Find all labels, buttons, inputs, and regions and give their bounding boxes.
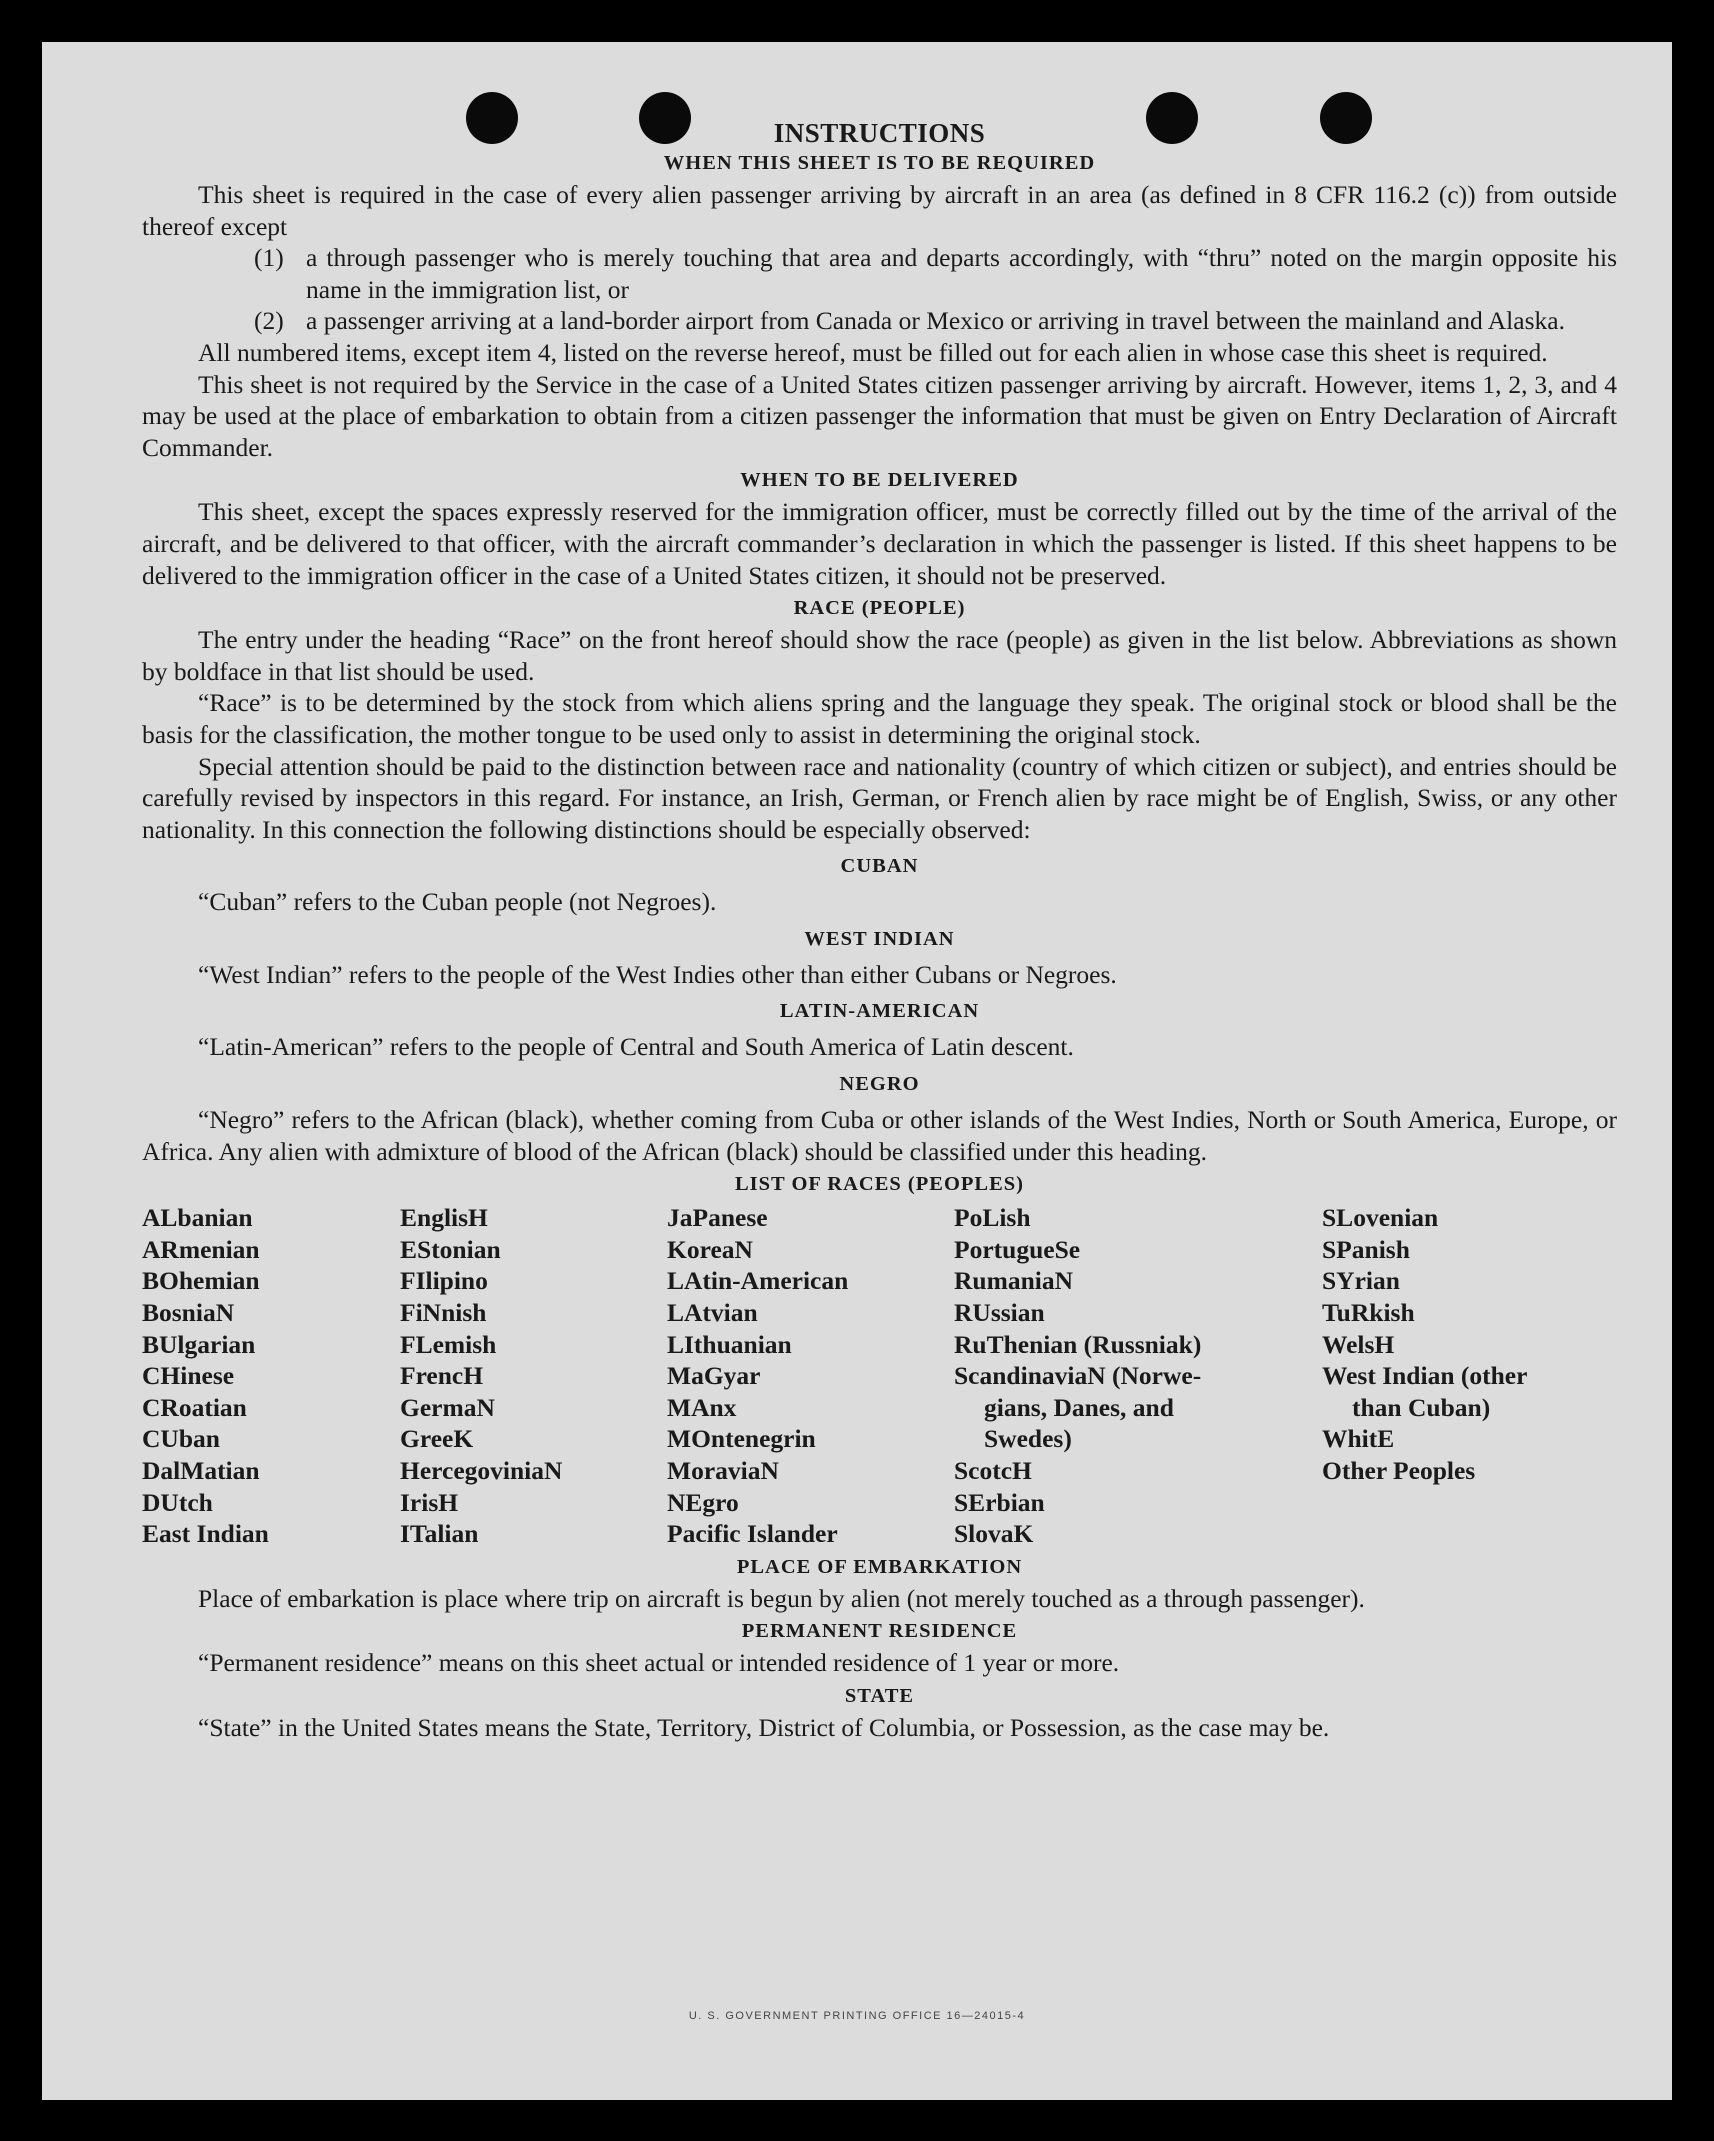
race-item: MoraviaN <box>667 1456 779 1485</box>
paragraph: This sheet, except the spaces expressly reserved for the immigration officer, must be correctly filled out by the time of the arrival of the aircraft, and be delivered to that officer, with the aircraft commander’s declaration in which the passenger is listed. If this sheet happens to be delivered to the immigration officer in the case of a United States citizen, it should not be preserved. <box>142 497 1617 590</box>
paragraph: “Latin-American” refers to the people of Central and South America of Latin descent. <box>198 1032 1074 1062</box>
race-item: ITalian <box>400 1519 479 1549</box>
race-item: FiNnish <box>400 1298 487 1328</box>
section-heading-permanent-residence: PERMANENT RESIDENCE <box>741 1620 1018 1643</box>
race-item: MOntenegrin <box>667 1424 816 1454</box>
printer-imprint: U. S. GOVERNMENT PRINTING OFFICE 16—24015-4 <box>688 2010 1026 2022</box>
race-column <box>142 1202 400 1550</box>
paragraph: “Cuban” refers to the Cuban people (not Negroes). <box>198 887 717 917</box>
race-item: LIthuanian <box>667 1329 792 1359</box>
section-heading-race: RACE (PEOPLE) <box>793 597 966 620</box>
race-item: FIlipino <box>400 1266 488 1296</box>
race-item: GreeK <box>400 1424 474 1454</box>
paragraph: “Permanent residence” means on this sheet actual or intended residence of 1 year or more. <box>198 1648 1120 1678</box>
race-item: SLovenian <box>1322 1203 1439 1233</box>
race-item-continued: Swedes) <box>984 1424 1072 1454</box>
section-heading-cuban: CUBAN <box>840 855 919 878</box>
race-item: ALbanian <box>142 1203 253 1233</box>
race-item: PortugueSe <box>954 1234 1081 1264</box>
paragraph: This sheet is required in the case of every alien passenger arriving by aircraft in an area (as defined in 8 CFR 116.2 (c)) from outside thereof except <box>142 180 1617 241</box>
race-item: ARmenian <box>142 1234 260 1264</box>
race-item: CHinese <box>142 1361 235 1391</box>
race-item: MAnx <box>667 1392 737 1422</box>
item-text: a passenger arriving at a land-border airport from Canada or Mexico or arriving in travel between the mainland and Alaska. <box>306 306 1565 336</box>
paragraph: “West Indian” refers to the people of the West Indies other than either Cubans or Negroes. <box>198 959 1117 989</box>
document-page <box>42 42 1672 2100</box>
race-item: BOhemian <box>142 1266 260 1296</box>
race-item: JaPanese <box>667 1203 768 1233</box>
race-item: BUlgarian <box>142 1329 256 1359</box>
race-item: LAtin-American <box>667 1266 849 1296</box>
item-number: (2) <box>254 306 284 336</box>
race-item: NEgro <box>667 1487 739 1517</box>
paragraph: The entry under the heading “Race” on the front hereof should show the race (people) as given in the list below. Abbreviations as shown by boldface in that list should be used. <box>142 625 1617 686</box>
paragraph: “Negro” refers to the African (black), whether coming from Cuba or other islands of the West Indies, North or South America, Europe, or Africa. Any alien with admixture of blood of the African (black) should be classified under this heading. <box>142 1105 1617 1166</box>
section-heading-latin-american: LATIN-AMERICAN <box>779 1000 980 1023</box>
race-item: West Indian (other <box>1322 1361 1528 1391</box>
race-item: EnglisH <box>400 1203 488 1233</box>
race-item: CUban <box>142 1424 220 1454</box>
race-item: BosniaN <box>142 1298 235 1328</box>
race-item: RUssian <box>954 1298 1045 1328</box>
race-item: SYrian <box>1322 1266 1400 1296</box>
race-item: IrisH <box>400 1487 459 1517</box>
item-number: (1) <box>254 243 284 273</box>
race-item: LAtvian <box>667 1298 758 1328</box>
paragraph: Place of embarkation is place where trip on aircraft is begun by alien (not merely touched as a through passenger). <box>198 1583 1365 1613</box>
race-item: GermaN <box>400 1392 495 1422</box>
race-column <box>1322 1202 1592 1550</box>
race-item: Other Peoples <box>1322 1456 1476 1485</box>
race-item: East Indian <box>142 1519 269 1549</box>
section-heading-west-indian: WEST INDIAN <box>804 927 955 950</box>
page-title: INSTRUCTIONS <box>773 118 986 148</box>
paragraph: “State” in the United States means the State, Territory, District of Columbia, or Possession, as the case may be. <box>198 1712 1330 1742</box>
race-item-continued: gians, Danes, and <box>984 1392 1174 1422</box>
race-item: MaGyar <box>667 1361 761 1391</box>
section-heading-state: STATE <box>844 1684 915 1707</box>
list-item <box>142 242 1617 305</box>
race-item: RuThenian (Russniak) <box>954 1329 1202 1359</box>
race-column <box>954 1202 1322 1550</box>
section-heading-when-required: WHEN THIS SHEET IS TO BE REQUIRED <box>663 152 1096 174</box>
race-item: WelsH <box>1322 1329 1395 1359</box>
race-item: FrencH <box>400 1361 484 1391</box>
paragraph: All numbered items, except item 4, listed on the reverse hereof, must be filled out for each alien in whose case this sheet is required. <box>198 337 1548 367</box>
race-item: EStonian <box>400 1234 501 1264</box>
race-item: SErbian <box>954 1487 1045 1517</box>
item-text: a through passenger who is merely touching that area and departs accordingly, with “thru” noted on the margin opposite his name in the immigration list, or <box>306 243 1617 304</box>
paragraph: “Race” is to be determined by the stock from which aliens spring and the language they speak. The original stock or blood shall be the basis for the classification, the mother tongue to be used only to assist in determining the original stock. <box>142 688 1617 749</box>
section-heading-negro: NEGRO <box>839 1073 920 1096</box>
race-column <box>400 1202 667 1550</box>
race-item: TuRkish <box>1322 1298 1415 1328</box>
paragraph: This sheet is not required by the Service in the case of a United States citizen passenger arriving by aircraft. However, items 1, 2, 3, and 4 may be used at the place of embarkation to obtain from a citizen passenger the information that must be given on Entry Declaration of Aircraft Commander. <box>142 369 1617 462</box>
section-heading-list-of-races: LIST OF RACES (PEOPLES) <box>735 1173 1024 1196</box>
race-item: ScandinaviaN (Norwe- <box>954 1361 1202 1391</box>
race-item: Pacific Islander <box>667 1519 838 1549</box>
document-body <box>142 118 1617 1744</box>
race-list <box>142 1202 1617 1550</box>
section-heading-when-delivered: WHEN TO BE DELIVERED <box>740 469 1019 492</box>
race-item-continued: than Cuban) <box>1352 1392 1491 1422</box>
race-item: RumaniaN <box>954 1266 1074 1296</box>
section-heading-embarkation: PLACE OF EMBARKATION <box>736 1555 1023 1578</box>
race-item: CRoatian <box>142 1392 247 1422</box>
race-item: ScotcH <box>954 1456 1032 1485</box>
race-item: KoreaN <box>667 1234 753 1264</box>
race-item: HercegoviniaN <box>400 1456 563 1485</box>
race-item: WhitE <box>1322 1424 1395 1454</box>
race-item: DalMatian <box>142 1456 260 1485</box>
paragraph: Special attention should be paid to the distinction between race and nationality (country of which citizen or subject), and entries should be carefully revised by inspectors in this regard. For instance, an Irish, German, or French alien by race might be of English, Swiss, or any other nationality. In this connection the following distinctions should be especially observed: <box>142 751 1617 844</box>
race-item: SlovaK <box>954 1519 1034 1549</box>
race-column <box>667 1202 954 1550</box>
list-item <box>142 305 1617 337</box>
race-item: DUtch <box>142 1487 213 1517</box>
race-item: SPanish <box>1322 1234 1410 1264</box>
race-item: PoLish <box>954 1203 1031 1233</box>
race-item: FLemish <box>400 1329 497 1359</box>
